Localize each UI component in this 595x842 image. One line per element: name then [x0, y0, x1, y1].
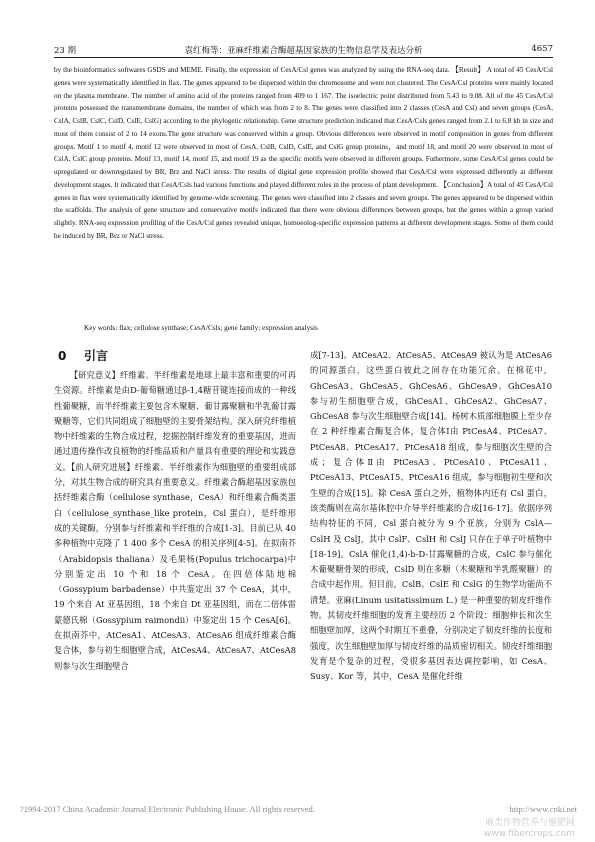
page-number: 4657 — [531, 44, 553, 54]
running-title: 袁红梅等：亚麻纤维素合酶超基因家族的生物信息学及表达分析 — [184, 46, 423, 56]
section-heading — [54, 348, 296, 364]
keywords: Key words: flax; cellulose synthase; CesA/Csls; gene family; expression analysis — [84, 324, 318, 332]
header-rule — [54, 57, 553, 58]
abstract-paragraph: by the bioinformatics softwares GSDS and MEME. Finally, the expression of CesA/Csl genes was analyzed by using the RNA-seq data. 【Result】 A total of 45 CesA/Csl genes were systematically identified in flax. The genes appeared to be dispersed within the chromosome and were not clustered. The CesA/Csl proteins were mainly located on the plasma membrane. The number of amino acid of the proteins ranged from 409 to 1 167. The isoelectric point distributed from 5.43 to 9.08. All of the 45 CesA/Csl proteins possessed the transmembrane domains, the number of which was from 2 to 8. The genes were classified into 2 classes (CesA and Csl) and seven groups (CesA, CslA, CslB, CslC, CslD, CslE, CslG) according to the phylogetic relationship. Gene structure prediction indicated that CesA/Csls genes ranged from 2.1 to 6.8 kb in size and most of them consist of 2 to 14 exons.The gene structure was conserved within a group. Obvious differences were observed in motif composition in genes from different groups. Motif 1 to motif 4, motif 12 were observed in most of CesA, CslB, CslD, CslE, and CslG group proteins，and motif 18, and motif 20 were observed in most of CslA, CslC group proteins. Motif 13, motif 14, motif 15, and motif 19 as the specific motifs were observed in different groups. Futhermore, some CesA/Csl genes could be upregulated or downregulated by BR, Brz and NaCl stress. The results of digital gene expression profile showed that CesA/Csl were expressed differently at different development stages. It indicated that CesA/Csls had various functions and played different roles in the process of plant development. 【Conclusion】A total of 45 CesA/Csl genes in flax were systematically identified by genome-wide screening. The genes were classified into 2 classes and seven groups. The genes appeared to be dispersed within the scaffolds. The analysis of gene structure and conservative motifs indicated that there were obvious differences between groups, but the genes within a group varied slightly. RNA-seq expression profiling of the CesA/Csl genes revealed unique, homoeolog-specific expression patterns at different development stages. Some of them could be induced by BR, Brz or NaCl stress. — [54, 66, 553, 240]
english-abstract — [54, 64, 553, 243]
footer-url[interactable]: http://www.cnki.net — [509, 804, 577, 814]
footer — [20, 804, 577, 814]
watermark — [484, 818, 575, 840]
section-number: 0 — [58, 349, 67, 363]
footer-copyright: ?1994-2017 China Academic Journal Electronic Publishing House. All rights reserved. — [20, 804, 315, 814]
body-paragraph-continued: 成[7-13]。AtCesA2、AtCesA5、AtCesA9 被认为是 AtCesA6 的同源蛋白，这些蛋白彼此之间存在功能冗余。在棉花中，GhCesA3、GhCesA5、GhCesA6、GhCesA9、GhCesA10 参与初生细胞壁合成，GhCesA1、GhCesA2、GhCesA7、GhCesA8 参与次生细胞壁合成[14]。杨树木质部细胞膜上至少存在 2 种纤维素合酶复合体，复合体Ⅰ由 PtCesA4、PtCesA7、PtCesA8、PtCesA17、PtCesA18 组成，参与细胞次生壁的合成；复合体Ⅱ由 PtCesA3、PtCesA10、PtCesA11、PtCesA13、PtCesA15、PtCesA16 组成，参与细胞初生壁和次生壁的合成[15]。除 CesA 蛋白之外，植物体内还有 Csl 蛋白，该类酶则在高尔基体腔中介导半纤维素的合成[16-17]。依据序列结构特征的不同，Csl 蛋白被分为 9 个亚族，分别为 CslA—CslH 及 CslJ，其中 CslF、CslH 和 CslJ 只存在于单子叶植物中[18-19]。CslA 催化(1,4)-b-D-甘露聚糖的合成，CslC 参与催化木葡聚糖骨架的形成，CslD 则在多糖（木聚糖和半乳醛聚糖）的合成中起作用。但目前，CslB、CslE 和 CslG 的生物学功能尚不清楚。亚麻(Linum usitatissimum L.) 是一种重要的韧皮纤维作物。其韧皮纤维细胞的发育主要经历 2 个阶段：细胞伸长和次生细胞壁加厚，这两个时期互不重叠，分别决定了韧皮纤维的长度和强度，次生细胞壁加厚与韧皮纤维的品质密切相关。韧皮纤维细胞发育是个复杂的过程，受很多基因表达调控影响，如 CesA、Susy、Kor 等，其中，CesA 是催化纤维 — [310, 350, 552, 682]
watermark-url: www.fibercrops.com — [484, 829, 575, 839]
left-column — [54, 348, 296, 674]
issue-number: 23 期 — [54, 46, 77, 56]
right-column — [310, 348, 552, 685]
watermark-name: 麻类作物营养与施肥网 — [484, 818, 575, 828]
section-title: 引言 — [84, 349, 109, 363]
running-header — [54, 44, 553, 56]
body-paragraph: 【研究意义】纤维素、半纤维素是地球上最丰富和重要的可再生资源。纤维素是由D-葡萄糖通过β-1,4糖苷键连接而成的一种线性葡聚糖，而半纤维素主要包含木聚糖、葡甘露聚糖和半乳葡甘露聚糖等，它们共同组成了细胞壁的主要骨架结构。深入研究纤维植物中纤维素的生物合成过程，挖掘控制纤维发育的重要基因，进而通过遗传操作改良植物的纤维品质和产量具有重要的理论和实践意义。【前人研究进展】纤维素、半纤维素作为细胞壁的重要组成部分，对其生物合成的研究具有重要意义。纤维素合酶超基因家族包括纤维素合酶（cellulose synthase，CesA）和纤维素合酶类蛋白（cellulose_synthase_like protein，Csl 蛋白），是纤维形成的关键酶，分别参与纤维素和半纤维的合成[1-3]。目前已从 40 多种植物中克隆了 1 400 多个 CesA 的相关序列[4-5]。在拟南芥（Arabidopsis thaliana）及毛果杨(Populus trichocarpa)中分别鉴定出 10 个和 18 个 CesA。在四倍体陆地棉（Gossypium barbadense）中共鉴定出 37 个 CesA，其中，19 个来自 At 亚基因组，18 个来自 Dt 亚基因组，而在二倍体雷蒙德氏棉（Gossypium raimondii）中鉴定出 15 个 CesA[6]。在拟南芥中，AtCesA1、AtCesA3、AtCesA6 组成纤维素合酶复合体，参与初生细胞壁合成，AtCesA4、AtCesA7、AtCesA8 则参与次生细胞壁合 — [54, 370, 296, 671]
